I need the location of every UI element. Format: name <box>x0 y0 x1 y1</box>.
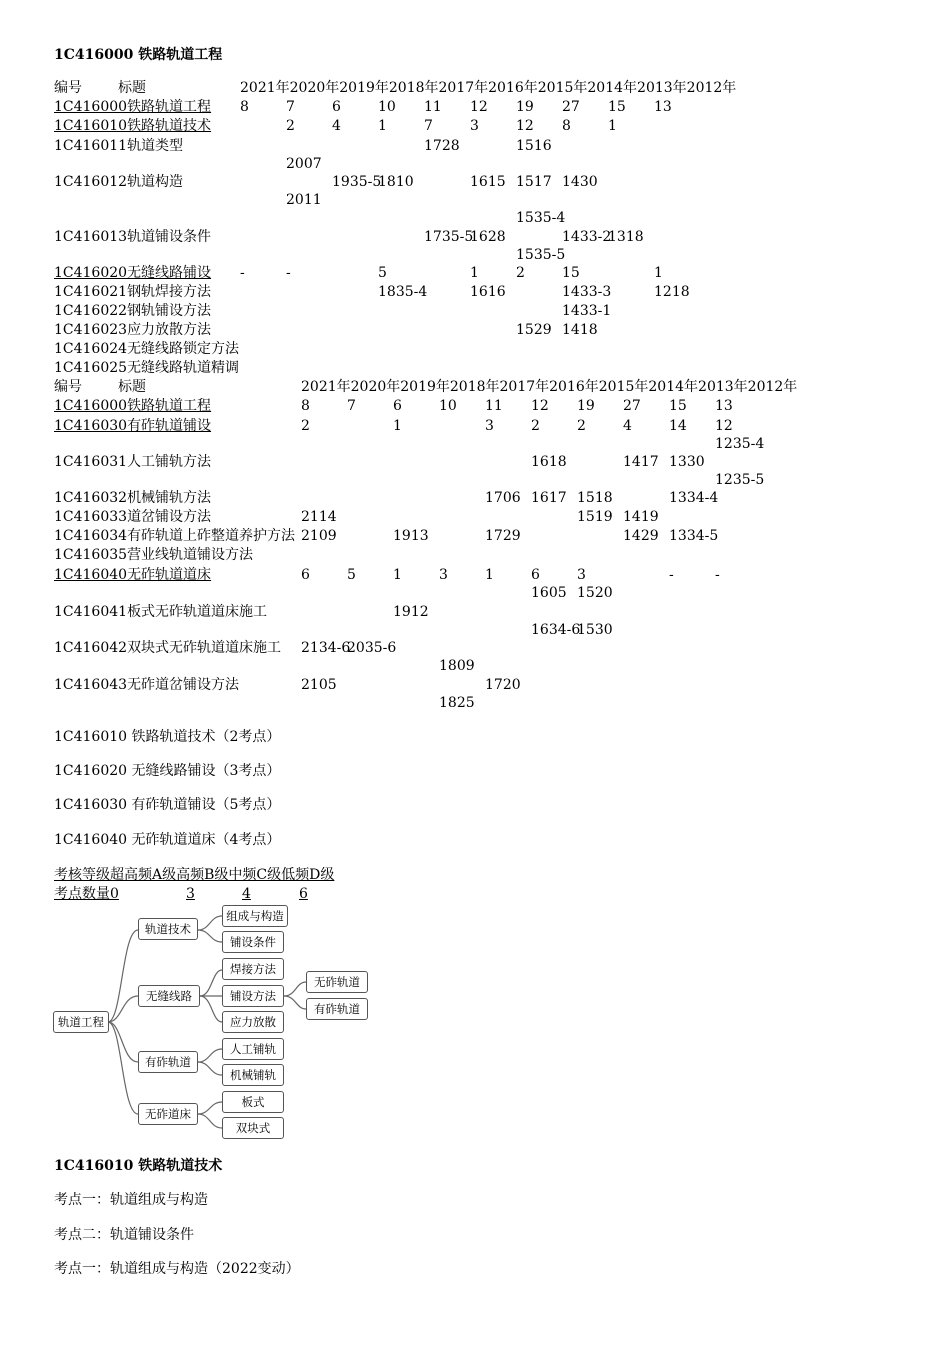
table-cell: 2 <box>301 418 310 434</box>
table-cell: 1 <box>485 567 494 583</box>
table-cell: 2114 <box>301 509 337 525</box>
table-cell: 8 <box>301 398 310 414</box>
table-row-label: 1C416025无缝线路轨道精调 <box>54 360 240 376</box>
table-cell: 2109 <box>301 528 337 544</box>
mind-map-node: 有砟轨道 <box>306 998 368 1020</box>
table-header-code: 编号 <box>54 80 82 96</box>
table-cell: 11 <box>485 398 503 414</box>
mind-map-node: 组成与构造 <box>222 905 288 927</box>
table-cell: 1418 <box>562 322 598 338</box>
table-cell: 8 <box>562 118 571 134</box>
table-cell: 11 <box>424 99 442 115</box>
table-cell-extra: 1535-5 <box>516 247 566 263</box>
table-header-title: 标题 <box>118 379 146 395</box>
table-cell: 1417 <box>623 454 659 470</box>
table-cell: 1617 <box>531 490 567 506</box>
table-row-label: 1C416030有砟轨道铺设 <box>54 418 212 434</box>
table-cell: 12 <box>470 99 488 115</box>
table-cell: 3 <box>439 567 448 583</box>
table-cell: - <box>669 567 674 583</box>
table-row-label: 1C416022钢轨铺设方法 <box>54 303 212 319</box>
grade-count-value: 6 <box>299 886 308 902</box>
table-cell: 2134-6 <box>301 640 351 656</box>
table-row-label: 1C416023应力放散方法 <box>54 322 212 338</box>
table-row-label: 1C416000铁路轨道工程 <box>54 398 212 414</box>
table-cell: 2 <box>577 418 586 434</box>
summary-item: 1C416030 有砟轨道铺设（5考点） <box>54 797 281 813</box>
table-cell: 1430 <box>562 174 598 190</box>
table-row-label: 1C416020无缝线路铺设 <box>54 265 212 281</box>
point-item: 考点一：轨道组成与构造 <box>54 1192 208 1208</box>
table-cell: 1728 <box>424 138 460 154</box>
mind-map-root: 轨道工程 <box>53 1011 109 1033</box>
table-row-label: 1C416042双块式无砟轨道道床施工 <box>54 640 282 656</box>
table-cell-extra: 1809 <box>439 658 475 674</box>
table-cell: 12 <box>715 418 733 434</box>
table-cell: 1 <box>393 418 402 434</box>
table-cell: 14 <box>669 418 687 434</box>
table-cell: 4 <box>332 118 341 134</box>
table-cell: 1518 <box>577 490 613 506</box>
table-row-label: 1C416033道岔铺设方法 <box>54 509 212 525</box>
mind-map-node: 有砟轨道 <box>138 1051 198 1073</box>
table-cell: 1616 <box>470 284 506 300</box>
table-cell: 1419 <box>623 509 659 525</box>
table-row-label: 1C416035营业线轨道铺设方法 <box>54 547 254 563</box>
table-cell-extra: 1535-4 <box>516 210 566 226</box>
table-cell-extra: 1235-4 <box>715 436 765 452</box>
table-header-years: 2021年2020年2019年2018年2017年2016年2015年2014年2013年2012年 <box>301 379 798 395</box>
table-header-title: 标题 <box>118 80 146 96</box>
table-cell: 15 <box>608 99 626 115</box>
table-cell: 1433-3 <box>562 284 612 300</box>
summary-item: 1C416040 无砟轨道道床（4考点） <box>54 832 281 848</box>
table-cell: 27 <box>623 398 641 414</box>
table-cell: - <box>715 567 720 583</box>
table-cell: - <box>240 265 245 281</box>
table-row-label: 1C416032机械铺轨方法 <box>54 490 212 506</box>
grade-levels: 考核等级超高频A级高频B级中频C级低频D级 <box>54 867 335 883</box>
grade-count-value: 3 <box>186 886 195 902</box>
table-cell: 2 <box>516 265 525 281</box>
table-row-label: 1C416012轨道构造 <box>54 174 184 190</box>
mind-map-node: 应力放散 <box>222 1011 284 1033</box>
mind-map-node: 铺设方法 <box>222 985 284 1007</box>
mind-map <box>50 909 380 1147</box>
table-cell-extra: 2007 <box>286 156 322 172</box>
table-cell: 1628 <box>470 229 506 245</box>
mind-map-node: 无砟轨道 <box>306 971 368 993</box>
table-cell: 3 <box>470 118 479 134</box>
table-cell: 1433-2 <box>562 229 612 245</box>
table-cell: 1615 <box>470 174 506 190</box>
table-cell: 1318 <box>608 229 644 245</box>
table-cell: 1810 <box>378 174 414 190</box>
table-cell: 19 <box>577 398 595 414</box>
table-cell: 19 <box>516 99 534 115</box>
table-cell: 1706 <box>485 490 521 506</box>
table-cell: 1334-4 <box>669 490 719 506</box>
grade-count-value: 4 <box>242 886 251 902</box>
table-cell: 4 <box>623 418 632 434</box>
table-cell: 1 <box>378 118 387 134</box>
table-cell: 5 <box>347 567 356 583</box>
table-cell: 1334-5 <box>669 528 719 544</box>
table-cell: 7 <box>347 398 356 414</box>
table-cell: 1 <box>470 265 479 281</box>
table-cell: 1 <box>654 265 663 281</box>
table-row-label: 1C416034有砟轨道上砟整道养护方法 <box>54 528 296 544</box>
table-row-label: 1C416000铁路轨道工程 <box>54 99 212 115</box>
table-row-label: 1C416041板式无砟轨道道床施工 <box>54 604 268 620</box>
table-cell: 2 <box>286 118 295 134</box>
table-cell-extra: 1235-5 <box>715 472 765 488</box>
table-row-label: 1C416011轨道类型 <box>54 138 184 154</box>
table-row-label: 1C416013轨道铺设条件 <box>54 229 212 245</box>
table-cell-extra: 1825 <box>439 695 475 711</box>
table-cell: 5 <box>378 265 387 281</box>
table-header-code: 编号 <box>54 379 82 395</box>
table-cell: 7 <box>424 118 433 134</box>
mind-map-node: 人工铺轨 <box>222 1038 284 1060</box>
table-cell-extra: 1634-6 <box>531 622 581 638</box>
table-cell: 3 <box>485 418 494 434</box>
table-cell: 12 <box>516 118 534 134</box>
table-cell: 1913 <box>393 528 429 544</box>
table-cell: 1218 <box>654 284 690 300</box>
table-row-label: 1C416021钢轨焊接方法 <box>54 284 212 300</box>
mind-map-node: 机械铺轨 <box>222 1064 284 1086</box>
table-cell: 15 <box>562 265 580 281</box>
table-row-label: 1C416043无砟道岔铺设方法 <box>54 677 240 693</box>
section-title: 1C416010 铁路轨道技术 <box>54 1158 223 1174</box>
summary-item: 1C416010 铁路轨道技术（2考点） <box>54 729 281 745</box>
point-item: 考点一：轨道组成与构造（2022变动） <box>54 1261 300 1277</box>
table-cell: 6 <box>531 567 540 583</box>
table-cell: 1433-1 <box>562 303 612 319</box>
table-row-label: 1C416024无缝线路锁定方法 <box>54 341 240 357</box>
table-cell: 13 <box>715 398 733 414</box>
table-cell: 1429 <box>623 528 659 544</box>
table-cell: 13 <box>654 99 672 115</box>
table-row-label: 1C416031人工铺轨方法 <box>54 454 212 470</box>
table-row-label: 1C416010铁路轨道技术 <box>54 118 212 134</box>
mind-map-node: 无砟道床 <box>138 1103 198 1125</box>
table-cell: 10 <box>378 99 396 115</box>
table-cell-extra: 2011 <box>286 192 322 208</box>
grade-count-label: 考点数量0 <box>54 886 119 902</box>
table-cell: 1935-5 <box>332 174 382 190</box>
table-cell: - <box>286 265 291 281</box>
table-cell: 1720 <box>485 677 521 693</box>
table-cell: 1330 <box>669 454 705 470</box>
table-cell: 1 <box>393 567 402 583</box>
page-title: 1C416000 铁路轨道工程 <box>54 47 223 63</box>
mind-map-node: 双块式 <box>222 1117 284 1139</box>
table-cell: 8 <box>240 99 249 115</box>
table-cell-extra: 1605 <box>531 585 567 601</box>
table-cell: 10 <box>439 398 457 414</box>
table-cell: 1735-5 <box>424 229 474 245</box>
table-cell: 1912 <box>393 604 429 620</box>
table-cell: 1529 <box>516 322 552 338</box>
mind-map-node: 铺设条件 <box>222 931 284 953</box>
table-cell: 2 <box>531 418 540 434</box>
table-cell: 15 <box>669 398 687 414</box>
point-item: 考点二：轨道铺设条件 <box>54 1227 194 1243</box>
table-cell: 3 <box>577 567 586 583</box>
mind-map-node: 板式 <box>222 1091 284 1113</box>
table-cell: 6 <box>332 99 341 115</box>
table-cell: 12 <box>531 398 549 414</box>
table-cell: 1517 <box>516 174 552 190</box>
table-cell: 1 <box>608 118 617 134</box>
summary-item: 1C416020 无缝线路铺设（3考点） <box>54 763 281 779</box>
table-cell: 1729 <box>485 528 521 544</box>
table-cell: 6 <box>393 398 402 414</box>
mind-map-node: 轨道技术 <box>138 918 198 940</box>
mind-map-node: 无缝线路 <box>138 985 200 1007</box>
mind-map-node: 焊接方法 <box>222 958 284 980</box>
table-cell-extra: 1520 <box>577 585 613 601</box>
table-cell: 27 <box>562 99 580 115</box>
table-cell: 2035-6 <box>347 640 397 656</box>
table-cell: 1516 <box>516 138 552 154</box>
table-cell: 2105 <box>301 677 337 693</box>
table-cell: 1835-4 <box>378 284 428 300</box>
table-cell: 1618 <box>531 454 567 470</box>
table-header-years: 2021年2020年2019年2018年2017年2016年2015年2014年2013年2012年 <box>240 80 737 96</box>
table-cell: 6 <box>301 567 310 583</box>
table-cell: 1519 <box>577 509 613 525</box>
table-row-label: 1C416040无砟轨道道床 <box>54 567 212 583</box>
table-cell: 7 <box>286 99 295 115</box>
table-cell-extra: 1530 <box>577 622 613 638</box>
